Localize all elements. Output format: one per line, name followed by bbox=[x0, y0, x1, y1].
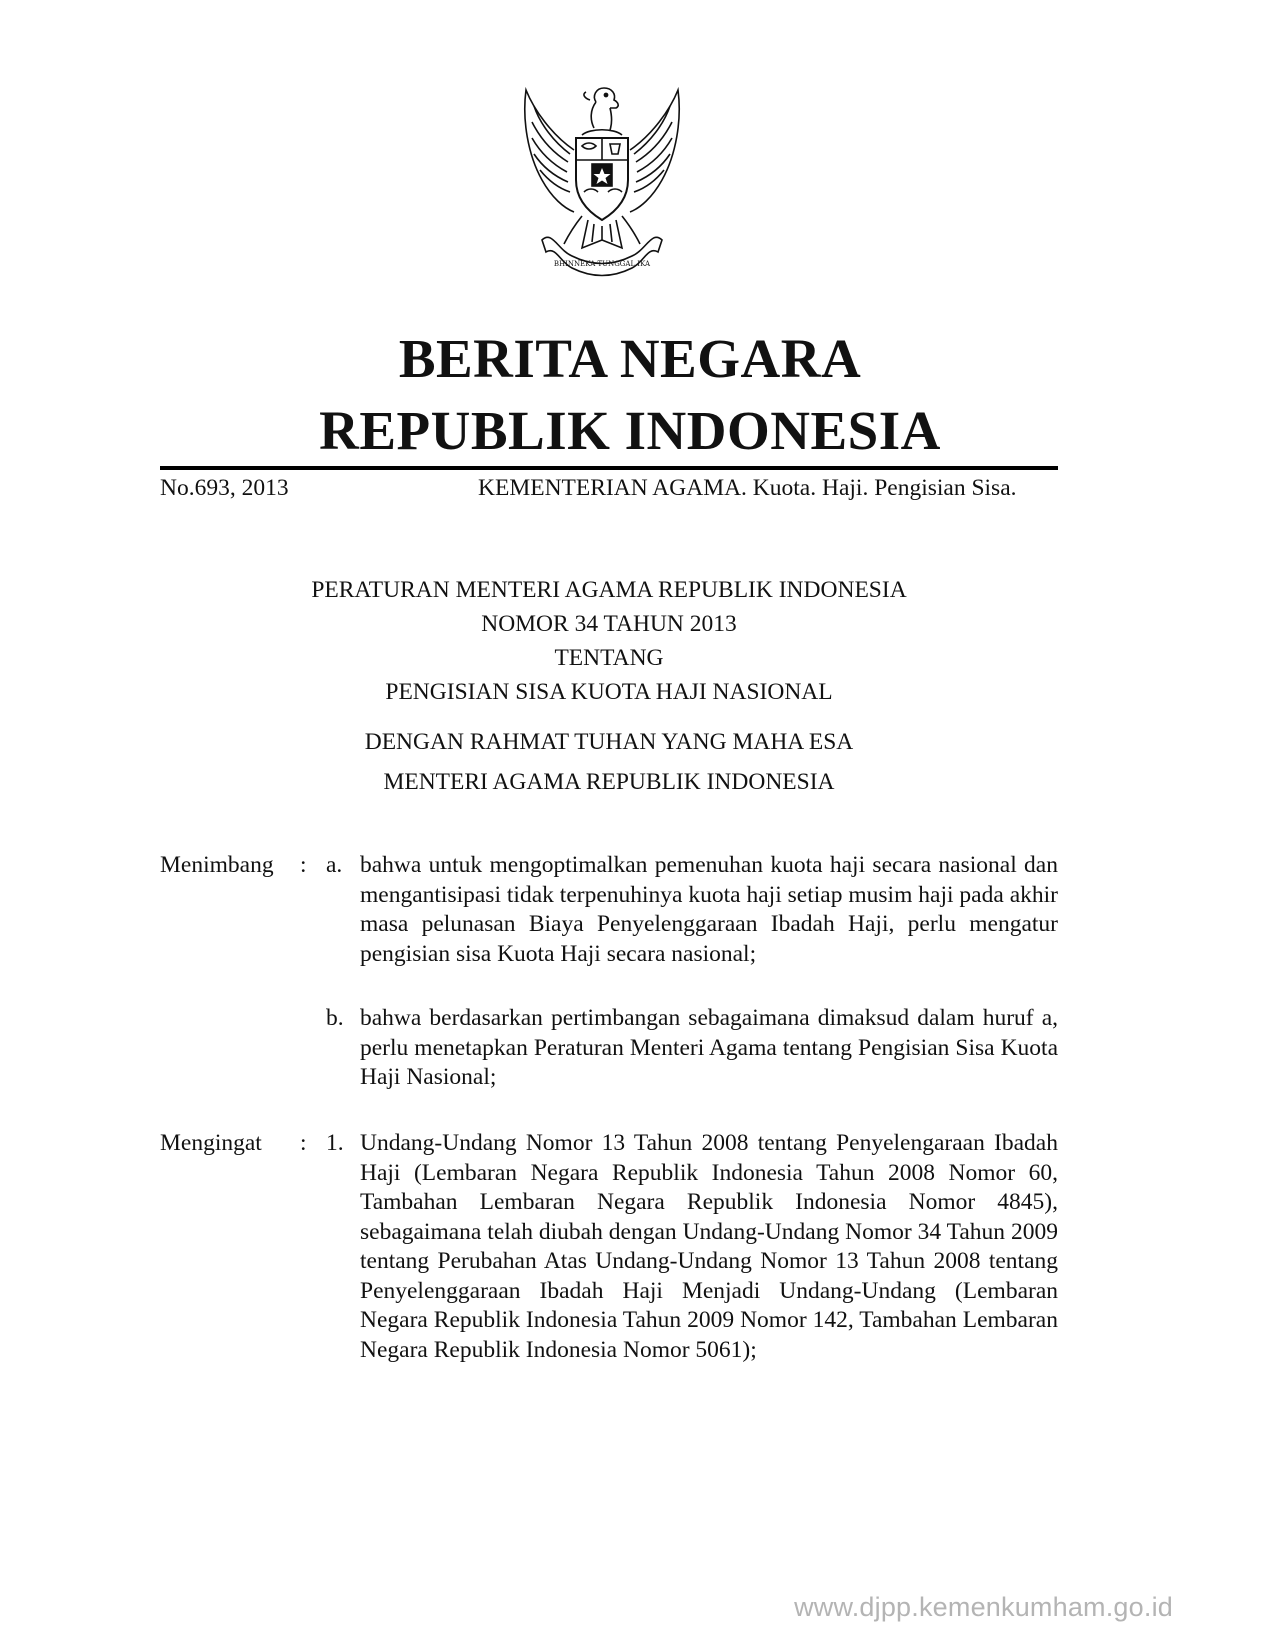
regulation-issuer: MENTERI AGAMA REPUBLIK INDONESIA bbox=[383, 769, 835, 795]
masthead-title-line2: REPUBLIK INDONESIA bbox=[319, 400, 941, 461]
gazette-subject: KEMENTERIAN AGAMA. Kuota. Haji. Pengisian Sisa. bbox=[478, 475, 1017, 501]
menimbang-item-text: bahwa untuk mengoptimalkan pemenuhan kuota haji secara nasional dan mengantisipasi tidak terpenuhinya kuota haji setiap musim haji pada akhir masa pelunasan Biaya Penyelenggaraan Ibadah Haji, perlu mengatur pengisian sisa Kuota Haji secara nasional; bbox=[360, 852, 1058, 967]
regulation-number: NOMOR 34 TAHUN 2013 bbox=[481, 611, 737, 637]
masthead-divider bbox=[160, 466, 1058, 470]
menimbang-item-text: bahwa berdasarkan pertimbangan sebagaimana dimaksud dalam huruf a, perlu menetapkan Peraturan Menteri Agama tentang Pengisian Sisa Kuota Haji Nasional; bbox=[360, 1005, 1058, 1090]
regulation-about-label: TENTANG bbox=[554, 645, 664, 671]
regulation-subject: PENGISIAN SISA KUOTA HAJI NASIONAL bbox=[385, 679, 833, 705]
regulation-invocation: DENGAN RAHMAT TUHAN YANG MAHA ESA bbox=[364, 729, 854, 755]
watermark-url: www.djpp.kemenkumham.go.id bbox=[794, 1592, 1173, 1622]
garuda-pancasila-emblem-icon bbox=[512, 80, 692, 280]
item-marker: 1. bbox=[326, 1130, 344, 1156]
menimbang-label: Menimbang bbox=[160, 852, 274, 878]
clause-colon: : bbox=[300, 1130, 307, 1156]
mengingat-item-text: Undang-Undang Nomor 13 Tahun 2008 tentang Penyelengaraan Ibadah Haji (Lembaran Negara Republik Indonesia Tahun 2008 Nomor 60, Tambahan Lembaran Negara Republik Indonesia Nomor 4845), sebagaimana telah diubah dengan Undang-Undang Nomor 34 Tahun 2009 tentang Perubahan Atas Undang-Undang Nomor 13 Tahun 2008 tentang Penyelenggaraan Ibadah Haji Menjadi Undang-Undang (Lembaran Negara Republik Indonesia Tahun 2009 Nomor 142, Tambahan Lembaran Negara Republik Indonesia Nomor 5061); bbox=[360, 1130, 1058, 1363]
item-marker: a. bbox=[326, 852, 343, 878]
clause-colon: : bbox=[300, 852, 307, 878]
svg-text:BHINNEKA TUNGGAL IKA: BHINNEKA TUNGGAL IKA bbox=[553, 260, 651, 268]
gazette-number: No.693, 2013 bbox=[160, 475, 289, 501]
masthead-title-line1: BERITA NEGARA bbox=[398, 328, 862, 389]
regulation-title: PERATURAN MENTERI AGAMA REPUBLIK INDONESIA bbox=[311, 577, 907, 603]
item-marker: b. bbox=[326, 1005, 344, 1031]
mengingat-label: Mengingat bbox=[160, 1130, 262, 1156]
